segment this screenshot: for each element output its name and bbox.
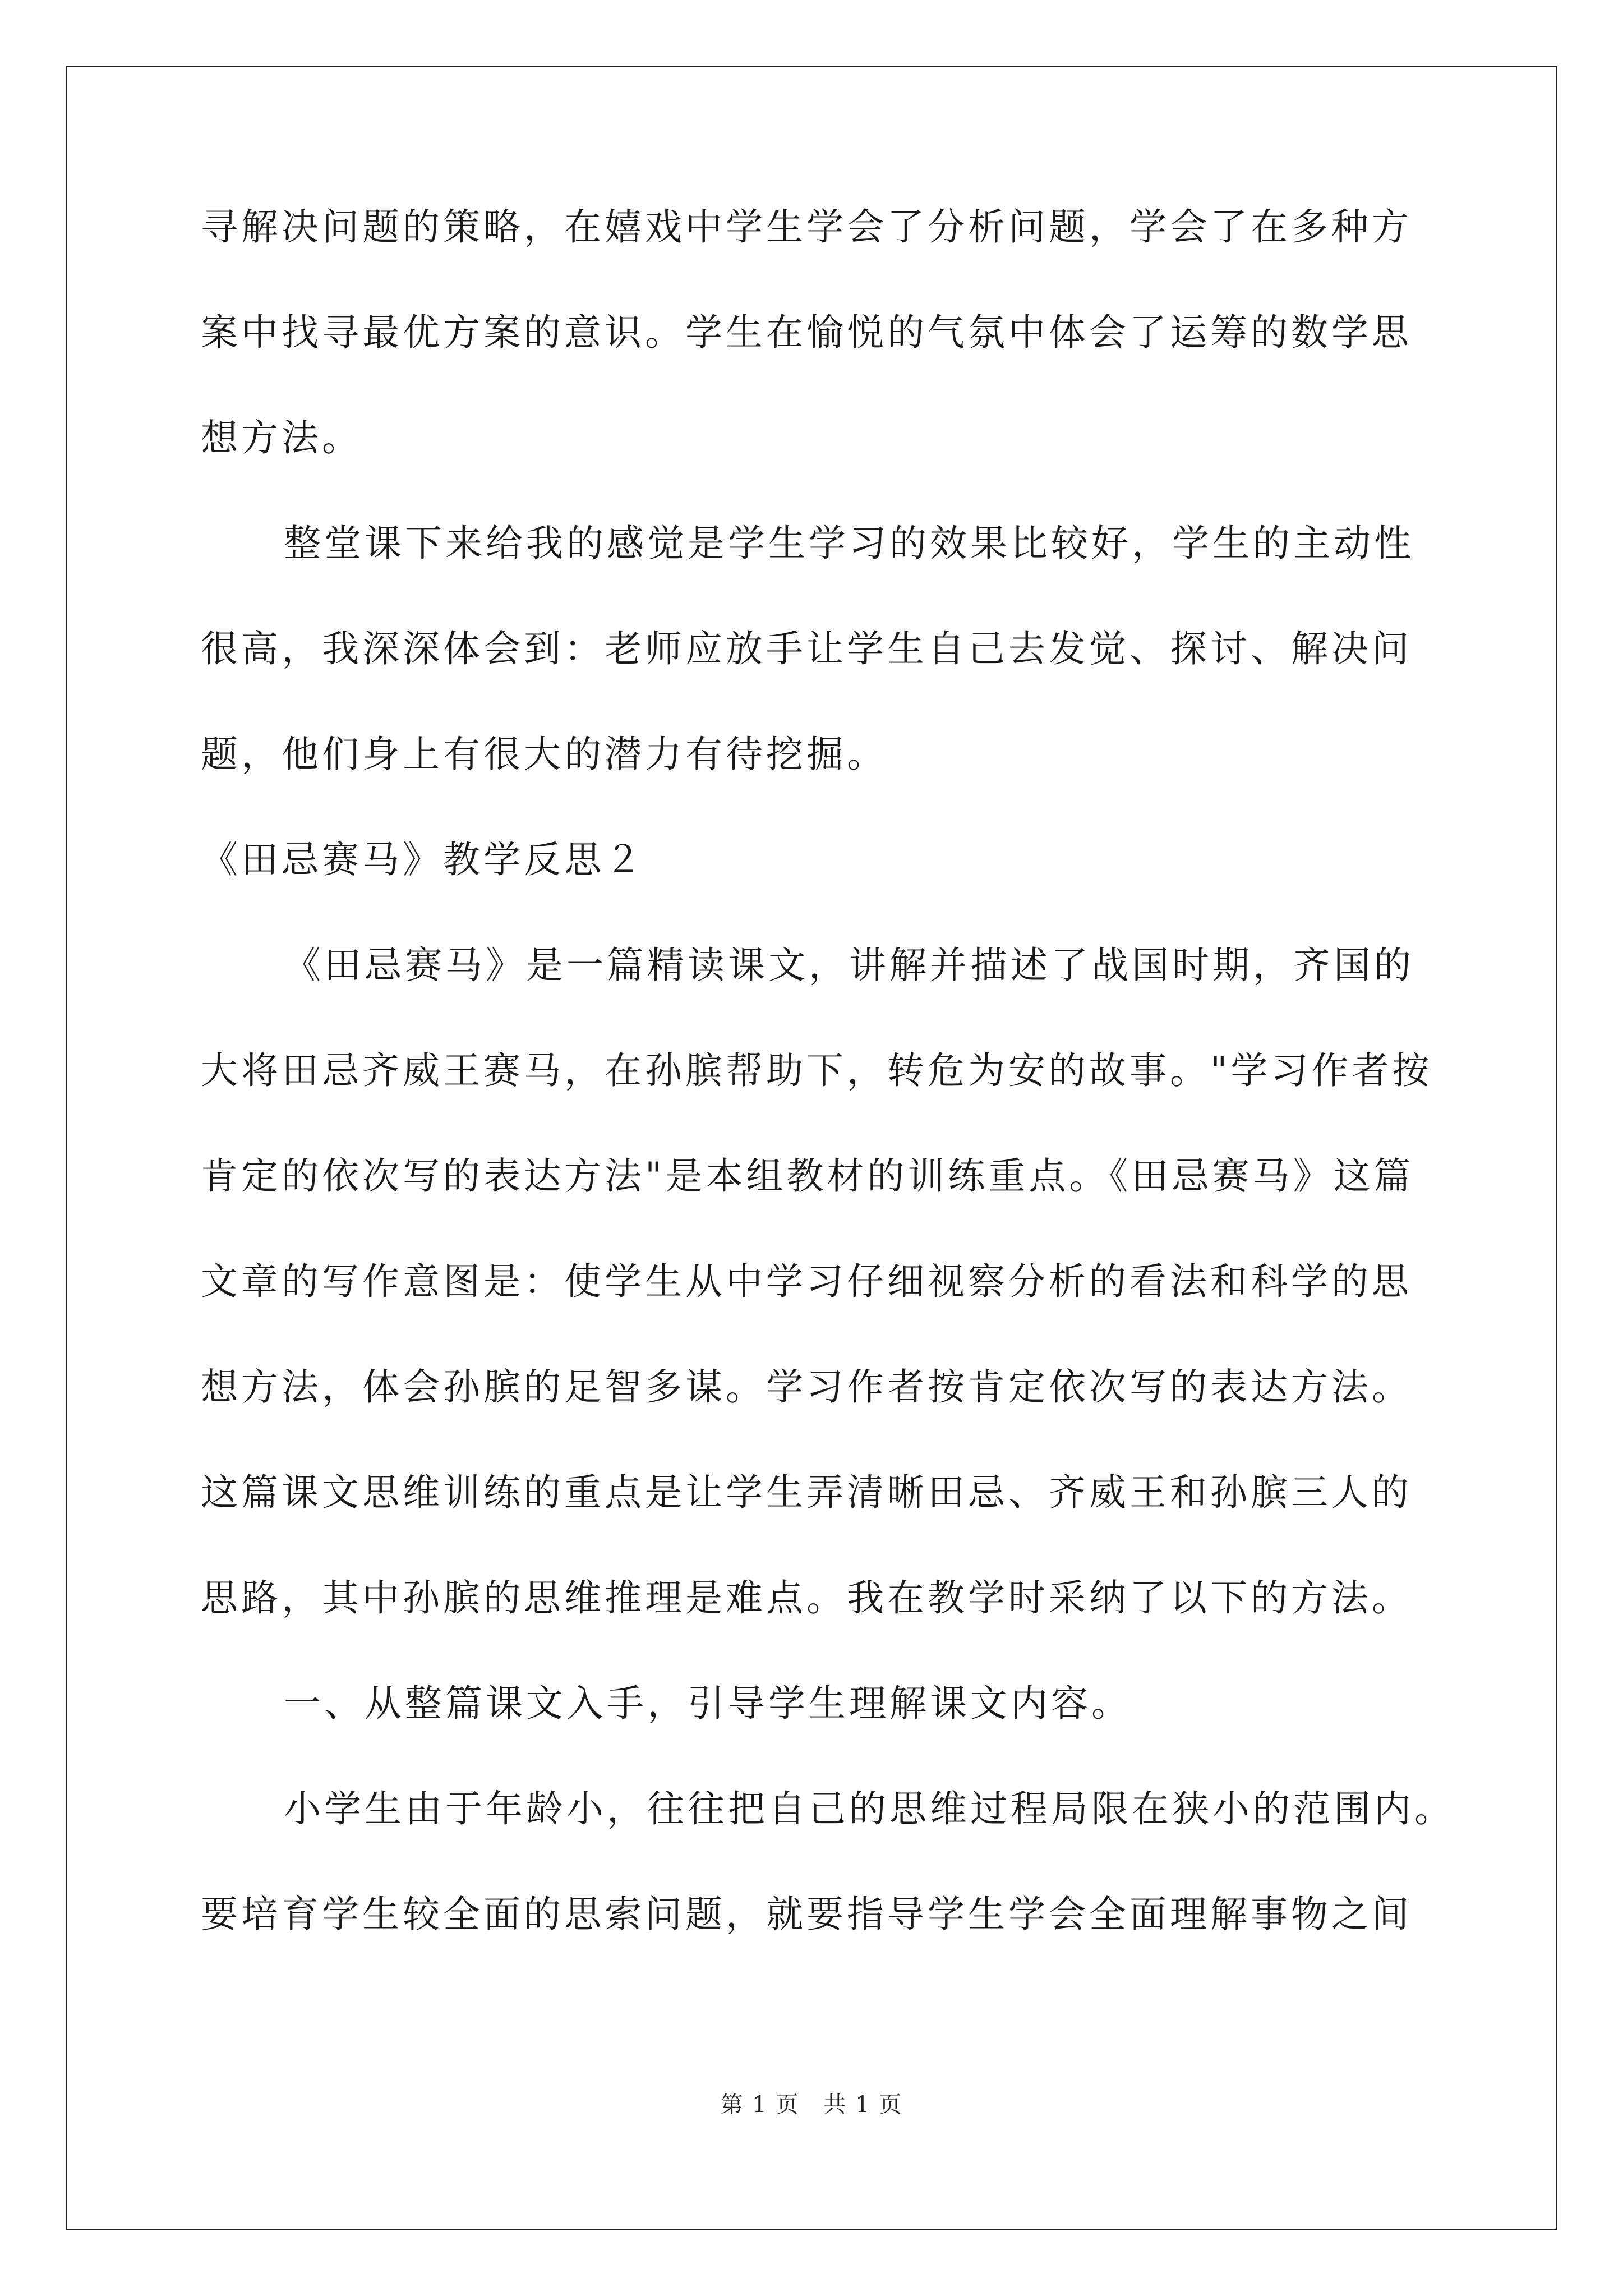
page-footer xyxy=(0,2087,1623,2119)
text-line: 文章的写作意图是：使学生从中学习仔细视察分析的看法和科学的思 xyxy=(201,1260,1412,1303)
text-line: 肯定的依次写的表达方法"是本组教材的训练重点。《田忌赛马》这篇 xyxy=(201,1154,1414,1198)
text-line: 这篇课文思维训练的重点是让学生弄清晰田忌、齐威王和孙膑三人的 xyxy=(201,1471,1412,1514)
text-line: 案中找寻最优方案的意识。学生在愉悦的气氛中体会了运筹的数学思 xyxy=(201,311,1412,354)
section-heading: 《田忌赛马》教学反思２ xyxy=(201,838,645,881)
paragraph-start-line: 小学生由于年龄小，往往把自己的思维过程局限在狭小的范围内。 xyxy=(284,1787,1455,1830)
paragraph-start-line: 整堂课下来给我的感觉是学生学习的效果比较好，学生的主动性 xyxy=(284,522,1414,565)
text-line: 大将田忌齐威王赛马，在孙膑帮助下，转危为安的故事。"学习作者按 xyxy=(201,1049,1433,1092)
text-line: 思路，其中孙膑的思维推理是难点。我在教学时采纳了以下的方法。 xyxy=(201,1576,1412,1619)
text-line: 要培育学生较全面的思索问题，就要指导学生学会全面理解事物之间 xyxy=(201,1893,1412,1936)
paragraph-start-line: 《田忌赛马》是一篇精读课文，讲解并描述了战国时期，齐国的 xyxy=(284,944,1414,987)
paragraph-start-line: 一、从整篇课文入手，引导学生理解课文内容。 xyxy=(284,1682,1132,1725)
document-body xyxy=(201,205,1455,2000)
text-line: 想方法，体会孙膑的足智多谋。学习作者按肯定依次写的表达方法。 xyxy=(201,1365,1412,1409)
text-line: 寻解决问题的策略，在嬉戏中学生学会了分析问题，学会了在多种方 xyxy=(201,205,1412,249)
page-total: 共 1 页 xyxy=(823,2092,903,2118)
text-line: 题，他们身上有很大的潜力有待挖掘。 xyxy=(201,733,887,776)
page-number: 第 1 页 xyxy=(720,2092,800,2118)
text-line: 很高，我深深体会到：老师应放手让学生自己去发觉、探讨、解决问 xyxy=(201,627,1412,670)
text-line: 想方法。 xyxy=(201,416,362,459)
